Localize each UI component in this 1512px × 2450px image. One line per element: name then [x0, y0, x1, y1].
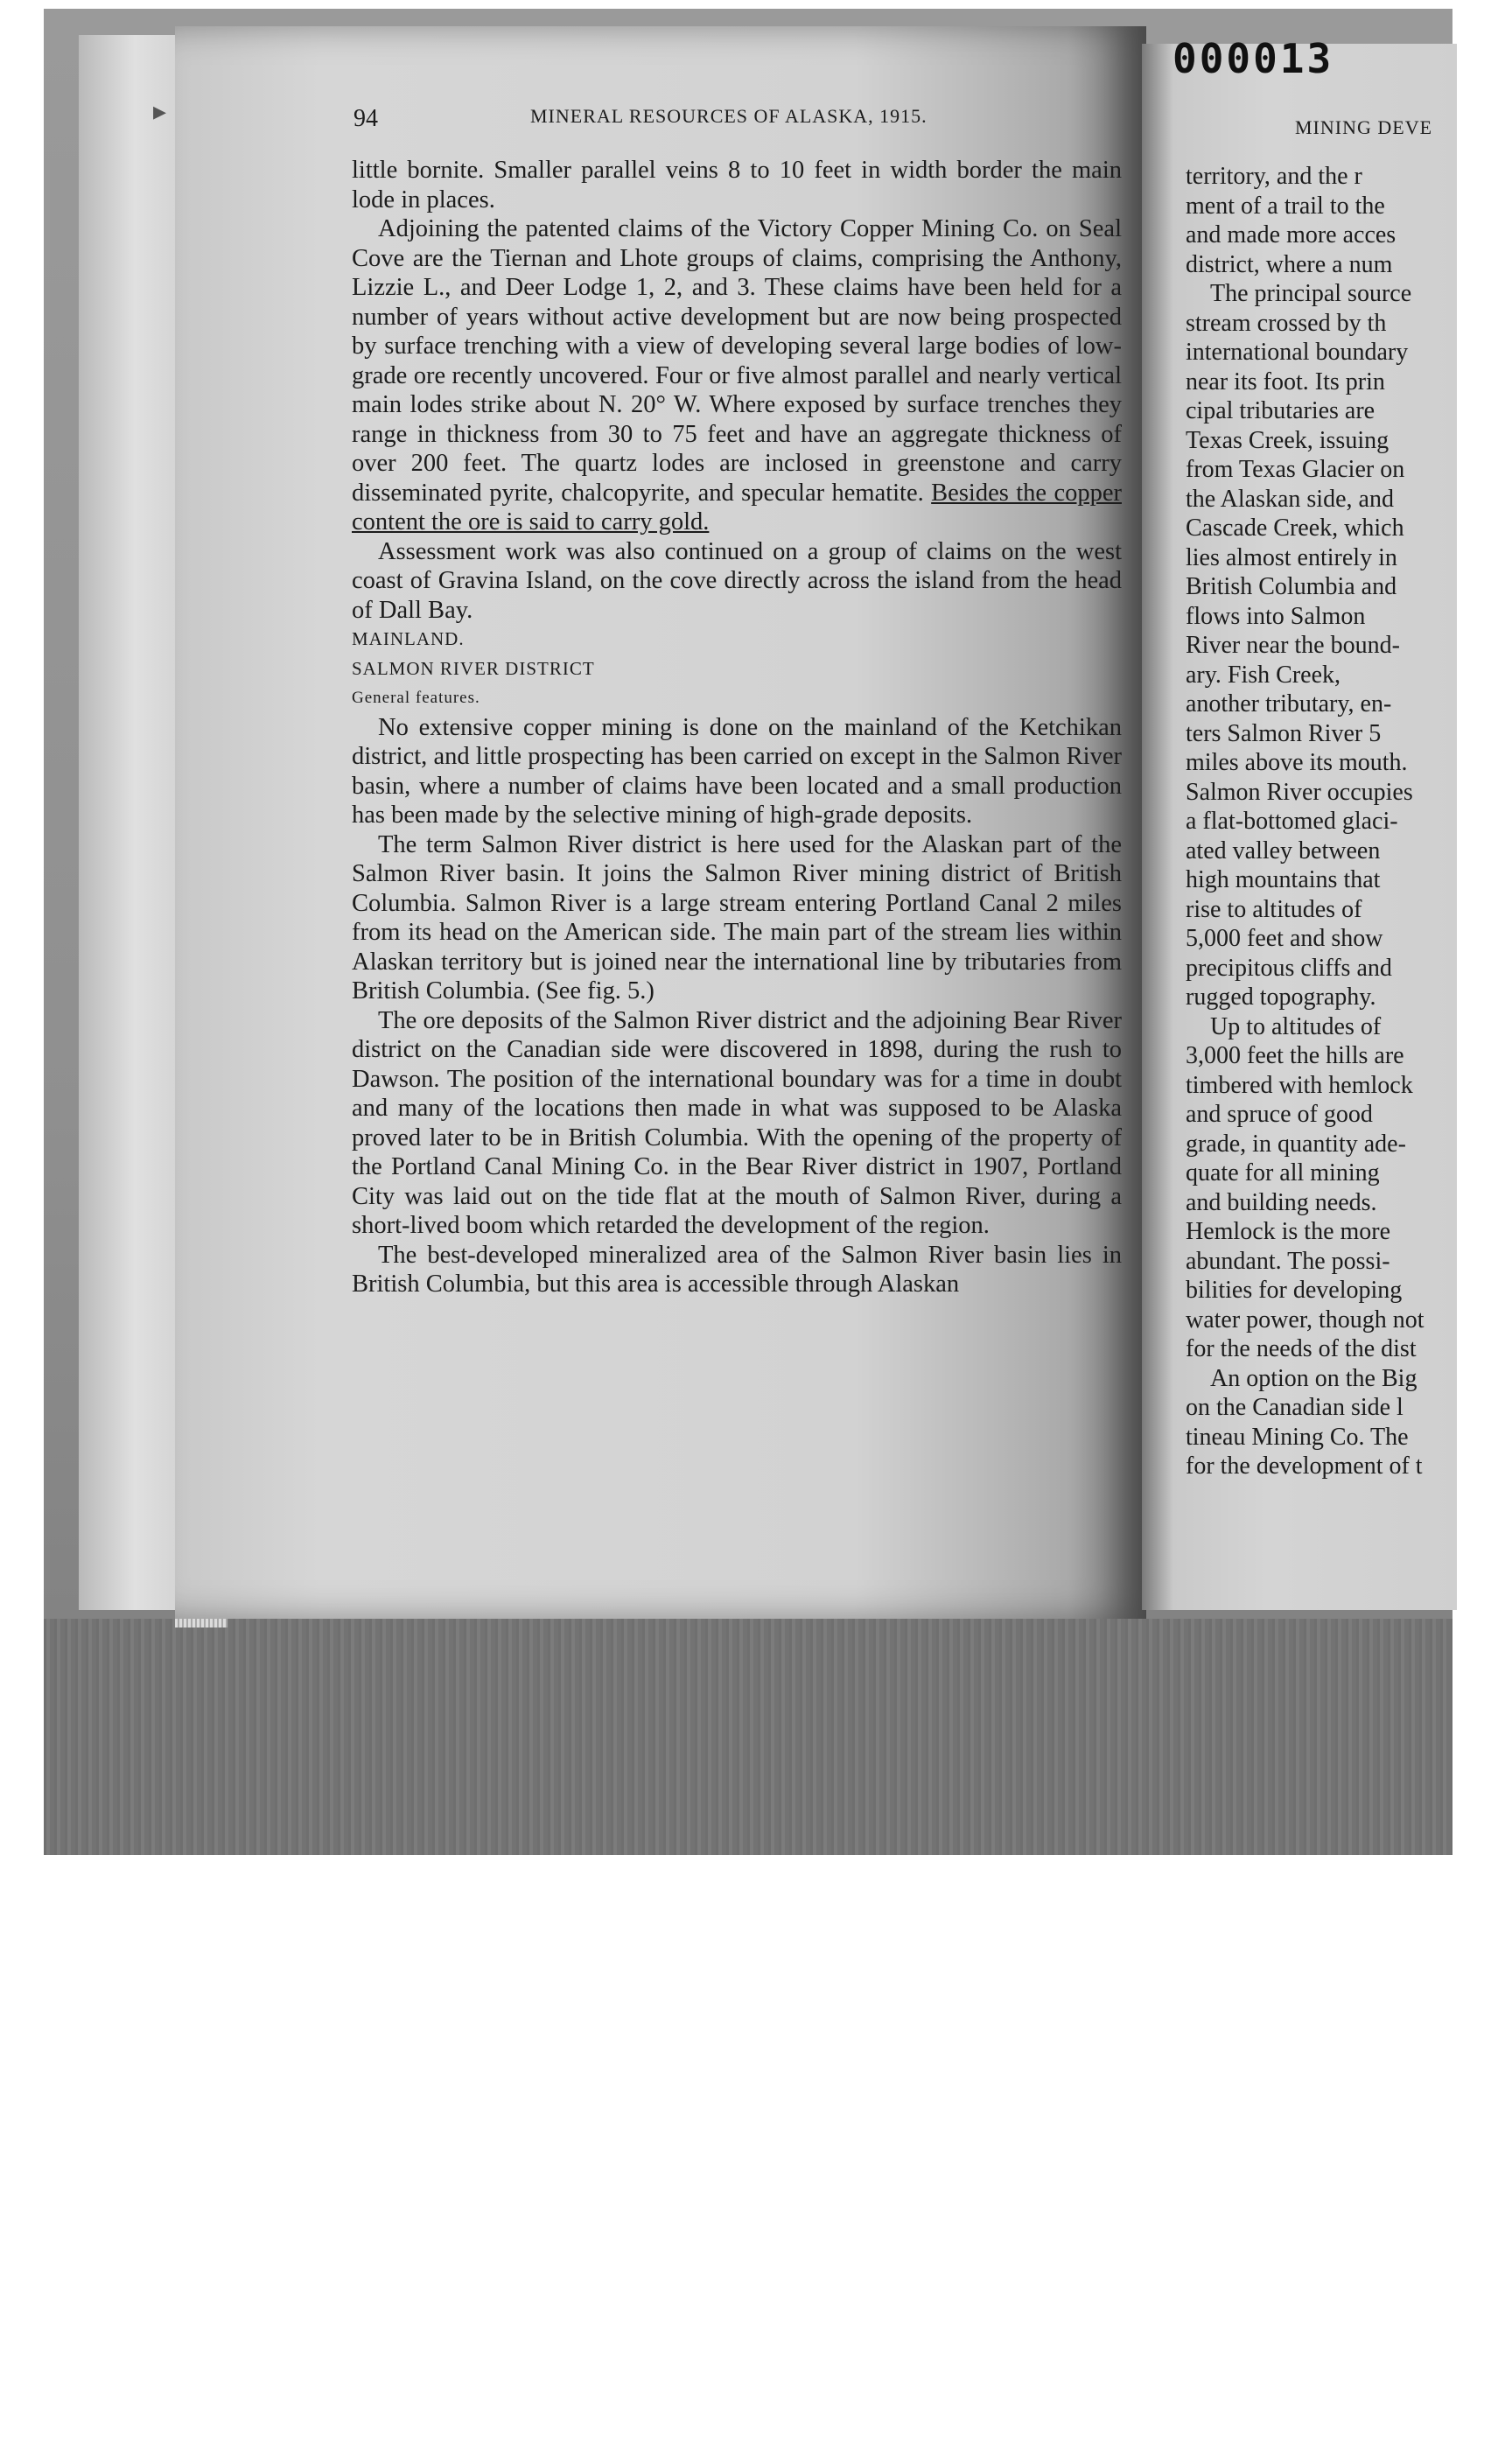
right-page-line: British Columbia and — [1186, 573, 1397, 600]
right-page-line: from Texas Glacier on — [1186, 456, 1405, 483]
table-surface — [44, 1619, 1452, 1855]
right-page-line: stream crossed by th — [1186, 309, 1387, 337]
right-page-line: flows into Salmon — [1186, 602, 1366, 630]
right-page-line: the Alaskan side, and — [1186, 485, 1394, 513]
section-heading: MAINLAND. — [352, 628, 465, 649]
right-page-line: quate for all mining — [1186, 1159, 1380, 1186]
right-page-line: miles above its mouth. — [1186, 749, 1408, 776]
right-page-text — [1186, 162, 1448, 1481]
paragraph — [352, 214, 1122, 537]
right-page-line: cipal tributaries are — [1186, 397, 1376, 424]
right-page-line: bilities for developing — [1186, 1277, 1403, 1304]
running-head: MINERAL RESOURCES OF ALASKA, 1915. — [530, 105, 928, 127]
right-page-line: Salmon River occupies — [1186, 778, 1413, 806]
left-page-body — [352, 156, 1122, 1299]
right-page-line: An option on the Big — [1210, 1364, 1418, 1392]
paragraph: Assessment work was also continued on a group of claims on the west coast of Gravina Island, on the cove directly across the island from the head of Dall Bay. — [352, 537, 1122, 624]
page-number: 94 — [354, 105, 378, 132]
paragraph-text: Adjoining the patented claims of the Victory Copper Mining Co. on Seal Cove are the Tiernan and Lhote groups of claims, comprising the Anthony, Lizzie L., and Deer Lodge 1, 2, and 3. These claims have been held for a number of years without active development but are now being prospected by surface trenching with a view of developing several large bodies of low-grade ore recently uncovered. Four or five almost parallel and nearly vertical main lodes strike about N. 20° W. Where exposed by surface trenches they range in thickness from 30 to 75 feet and have an aggregate thickness of over 200 feet. The quartz lodes are inclosed in greenstone and carry disseminated pyrite, chalcopyrite, and specular hematite. — [352, 215, 1122, 507]
right-page-line: ters Salmon River 5 — [1186, 719, 1382, 747]
right-page-line: international boundary — [1186, 339, 1409, 366]
right-page-line: territory, and the r — [1186, 163, 1362, 190]
right-page-line: The principal source — [1210, 280, 1412, 307]
paragraph: The ore deposits of the Salmon River district and the adjoining Bear River district on the Canadian side were discovered in 1898, during the rush to Dawson. The position of the international boundary was for a time in doubt and many of the locations then made in what was supposed to be Alaska proved later to be in British Columbia. With the opening of the property of the Portland Canal Mining Co. in the Bear River district in 1907, Portland City was laid out on the tide flat at the mouth of Salmon River, during a short-lived boom which retarded the development of the region. — [352, 1006, 1122, 1239]
right-page-line: rise to altitudes of — [1186, 895, 1362, 923]
right-page-line: on the Canadian side l — [1186, 1394, 1404, 1421]
right-page-line: grade, in quantity ade- — [1186, 1130, 1406, 1158]
right-page-line: Cascade Creek, which — [1186, 514, 1404, 542]
right-page-line: near its foot. Its prin — [1186, 368, 1385, 396]
right-page-line: high mountains that — [1186, 866, 1381, 893]
subsection-subheading: General features. — [352, 689, 480, 707]
right-page-line: water power, though not — [1186, 1306, 1424, 1334]
right-page-line: Up to altitudes of — [1210, 1012, 1382, 1040]
right-page-line: ated valley between — [1186, 836, 1381, 864]
paragraph: The best-developed mineralized area of the Salmon River basin lies in British Columbia, but this area is accessible through Alaskan — [352, 1241, 1122, 1298]
right-page-line: Hemlock is the more — [1186, 1218, 1391, 1245]
right-page-line: timbered with hemlock — [1186, 1071, 1413, 1099]
binder-arrow-icon: ▸ — [153, 97, 167, 126]
right-running-head: MINING DEVE — [1295, 116, 1433, 138]
paragraph: The term Salmon River district is here used for the Alaskan part of the Salmon River basin. It joins the Salmon River mining district of British Columbia. Salmon River is a large stream entering Portland Canal 2 miles from its head on the American side. The main part of the stream lies within Alaskan territory but is joined near the international line by tributaries from British Columbia. (See fig. 5.) — [352, 830, 1122, 1004]
right-page-line: ary. Fish Creek, — [1186, 661, 1341, 689]
underlined-sentence: Besides the copper content the ore is said to carry gold. — [352, 479, 1122, 536]
right-page-line: tineau Mining Co. The — [1186, 1423, 1409, 1451]
right-page-line: for the development of t — [1186, 1452, 1423, 1480]
right-page-line: a flat-bottomed glaci- — [1186, 808, 1398, 835]
right-page-line: and building needs. — [1186, 1188, 1377, 1216]
right-page-line: abundant. The possi- — [1186, 1247, 1390, 1275]
right-page-line: and made more acces — [1186, 221, 1396, 248]
right-page-line: rugged topography. — [1186, 984, 1376, 1011]
right-page-line: and spruce of good — [1186, 1101, 1373, 1128]
paragraph: No extensive copper mining is done on the mainland of the Ketchikan district, and little prospecting has been carried on except in the Salmon River basin, where a number of claims have been located and a small production has been made by the selective mining of high-grade deposits. — [352, 713, 1122, 829]
right-page-line: River near the bound- — [1186, 632, 1400, 659]
right-page-line: precipitous cliffs and — [1186, 954, 1392, 982]
right-page-line: 5,000 feet and show — [1186, 925, 1383, 952]
right-page-line: Texas Creek, issuing — [1186, 426, 1390, 454]
right-page-line: another tributary, en- — [1186, 690, 1392, 718]
right-page-body — [1186, 162, 1448, 1492]
right-page-line: lies almost entirely in — [1186, 543, 1397, 571]
right-page-line: for the needs of the dist — [1186, 1335, 1417, 1362]
right-page-line: 3,000 feet the hills are — [1186, 1042, 1404, 1069]
paragraph: little bornite. Smaller parallel veins 8 to 10 feet in width border the main lode in places. — [352, 157, 1122, 214]
right-page-line: district, where a num — [1186, 250, 1393, 278]
document-stamp: 000013 — [1172, 35, 1334, 82]
right-page-line: ment of a trail to the — [1186, 192, 1385, 220]
subsection-heading: SALMON RIVER DISTRICT — [352, 657, 595, 679]
